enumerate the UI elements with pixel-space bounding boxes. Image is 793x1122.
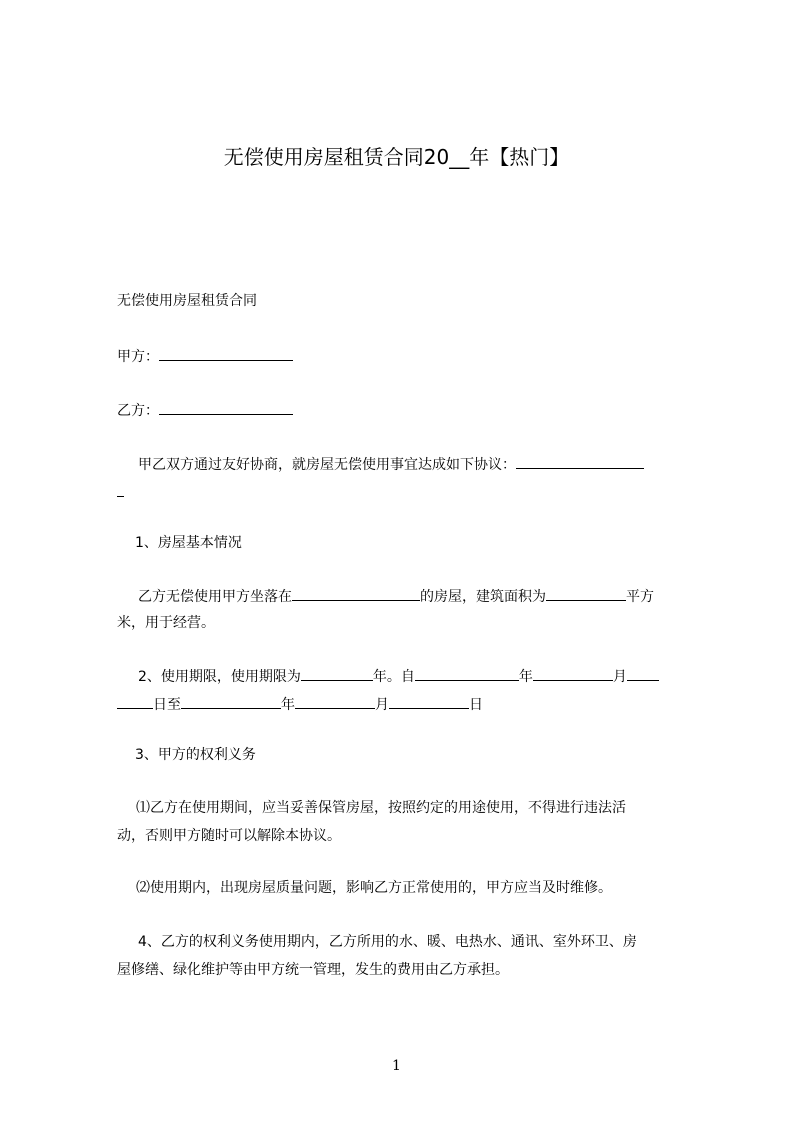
document-title: 无偿使用房屋租赁合同20__年【热门】	[223, 145, 570, 169]
s2-text-h: 日	[469, 697, 483, 713]
party-b-line	[117, 399, 717, 421]
party-a-label: 甲方：	[117, 349, 159, 365]
s2-text-g: 月	[375, 697, 389, 713]
location-blank	[292, 585, 420, 601]
start-month-blank	[533, 665, 613, 681]
section-1-para-line-2: 米，用于经营。	[117, 615, 215, 631]
end-year-blank	[181, 693, 281, 709]
intro-text: 甲乙双方通过友好协商，就房屋无偿使用事宜达成如下协议：	[138, 457, 516, 473]
section-1-para-line-1	[138, 585, 738, 607]
section-4-line-1: 4、乙方的权利义务使用期内，乙方所用的水、暖、电热水、通讯、室外环卫、房	[138, 934, 637, 950]
page-number: 1	[392, 1058, 401, 1074]
s2-text-c: 年	[518, 669, 533, 685]
s2-text-f: 年	[281, 697, 295, 713]
section-3-item-1-line-1: ⑴乙方在使用期间，应当妥善保管房屋，按照约定的用途使用，不得进行违法活	[136, 800, 626, 816]
intro-line	[138, 453, 738, 475]
section-3-item-1-line-2: 动，否则甲方随时可以解除本协议。	[117, 828, 341, 844]
area-blank	[546, 585, 626, 601]
s2-text-e: 日至	[153, 697, 181, 713]
end-month-blank	[295, 693, 375, 709]
party-a-blank	[159, 345, 293, 361]
section-4-line-2: 屋修缮、绿化维护等由甲方统一管理，发生的费用由乙方承担。	[117, 962, 509, 978]
section-2-line-1	[138, 665, 738, 687]
s1-text-a: 乙方无偿使用甲方坐落在	[138, 589, 292, 605]
start-day-blank-b	[117, 693, 153, 709]
section-2-line-2	[117, 693, 717, 715]
section-3-item-2: ⑵使用期内，出现房屋质量问题，影响乙方正常使用的，甲方应当及时维修。	[136, 880, 612, 896]
s1-text-b: 的房屋，建筑面积为	[420, 589, 546, 605]
party-b-label: 乙方：	[117, 403, 159, 419]
intro-blank-tail	[117, 481, 124, 497]
intro-line-2	[117, 481, 717, 503]
contract-heading: 无偿使用房屋租赁合同	[117, 293, 257, 309]
start-day-blank-a	[627, 665, 659, 681]
party-a-line	[117, 345, 717, 367]
section-3-heading: 3、甲方的权利义务	[135, 747, 256, 763]
intro-blank	[516, 453, 644, 469]
s2-text-a: 2、使用期限，使用期限为	[138, 669, 301, 685]
s1-text-c: 平方	[626, 589, 654, 605]
end-day-blank	[389, 693, 469, 709]
start-year-blank	[415, 665, 519, 681]
term-years-blank	[301, 665, 373, 681]
party-b-blank	[159, 399, 293, 415]
section-1-heading: 1、房屋基本情况	[135, 535, 242, 551]
s2-text-d: 月	[612, 669, 627, 685]
s2-text-b: 年。自	[372, 669, 415, 685]
